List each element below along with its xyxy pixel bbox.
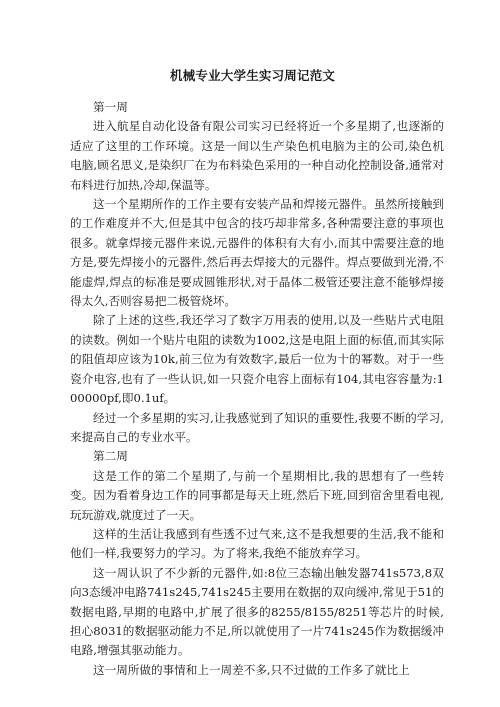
paragraph: 这一周认识了不少新的元器件,如:8位三态输出触发器741s573,8双向3态缓冲电路741s245,741s245主要用在数据的双向缓冲,常见于51的数据电路,早期的电路中,扩展了很多的8255/8155/8251等芯片的时候,担心8031的数据驱动能力不足,所以就使用了一片741s245作为数据缓冲电路,增强其驱动能力。	[70, 565, 444, 658]
paragraph: 这样的生活让我感到有些透不过气来,这不是我想要的生活,我不能和他们一样,我要努力的学习。为了将来,我绝不能放弃学习。	[70, 526, 444, 561]
section-heading-week-2: 第二周	[93, 449, 128, 464]
paragraph: 进入航星自动化设备有限公司实习已经将近一个多星期了,也逐渐的适应了这里的工作环境。这是一间以生产染色机电脑为主的公司,染色机电脑,顾名思义,是染织厂在为布料染色采用的一种自动化控制设备,通常对布料进行加热,冷却,保温等。	[70, 119, 445, 192]
paragraph: 这一周所做的事情和上一周差不多,只不过做的工作多了就比上	[93, 662, 410, 677]
document-title: 机械专业大学生实习周记范文	[170, 68, 336, 83]
paragraph: 除了上述的这些,我还学习了数字万用表的使用,以及一些贴片式电阻的读数。例如一个贴片电阻的读数为1002,这是电阻上面的标值,而其实际的阻值却应该为10k,前三位为有效数字,最后一位为十的幂数。对于一些瓷介电容,也有了一些认识,如一只瓷介电容上面标有104,其电容容量为:100000pf,即0.1uf。	[70, 313, 444, 406]
section-heading-week-1: 第一周	[93, 100, 128, 114]
paragraph: 这是工作的第二个星期了,与前一个星期相比,我的思想有了一些转变。因为看着身边工作的同事都是每天上班,然后下班,回到宿舍里看电视,玩玩游戏,就度过了一天。	[70, 468, 444, 522]
paragraph: 经过一个多星期的实习,让我感觉到了知识的重要性,我要不断的学习,来提高自己的专业水平。	[70, 410, 444, 444]
paragraph: 这一个星期所作的工作主要有安装产品和焊接元器件。虽然所接触到的工作难度并不大,但是其中包含的技巧却非常多,各种需要注意的事项也很多。就拿焊接元器件来说,元器件的体积有大有小,而其中需要注意的地方是,要先焊接小的元器件,然后再去焊接大的元器件。焊点要做到光滑,不能虚焊,焊点的标准是要成圆锥形状,对于晶体二极管还要注意不能够焊接得太久,否则容易把二极管烧坏。	[70, 197, 444, 309]
document-body	[70, 98, 444, 680]
